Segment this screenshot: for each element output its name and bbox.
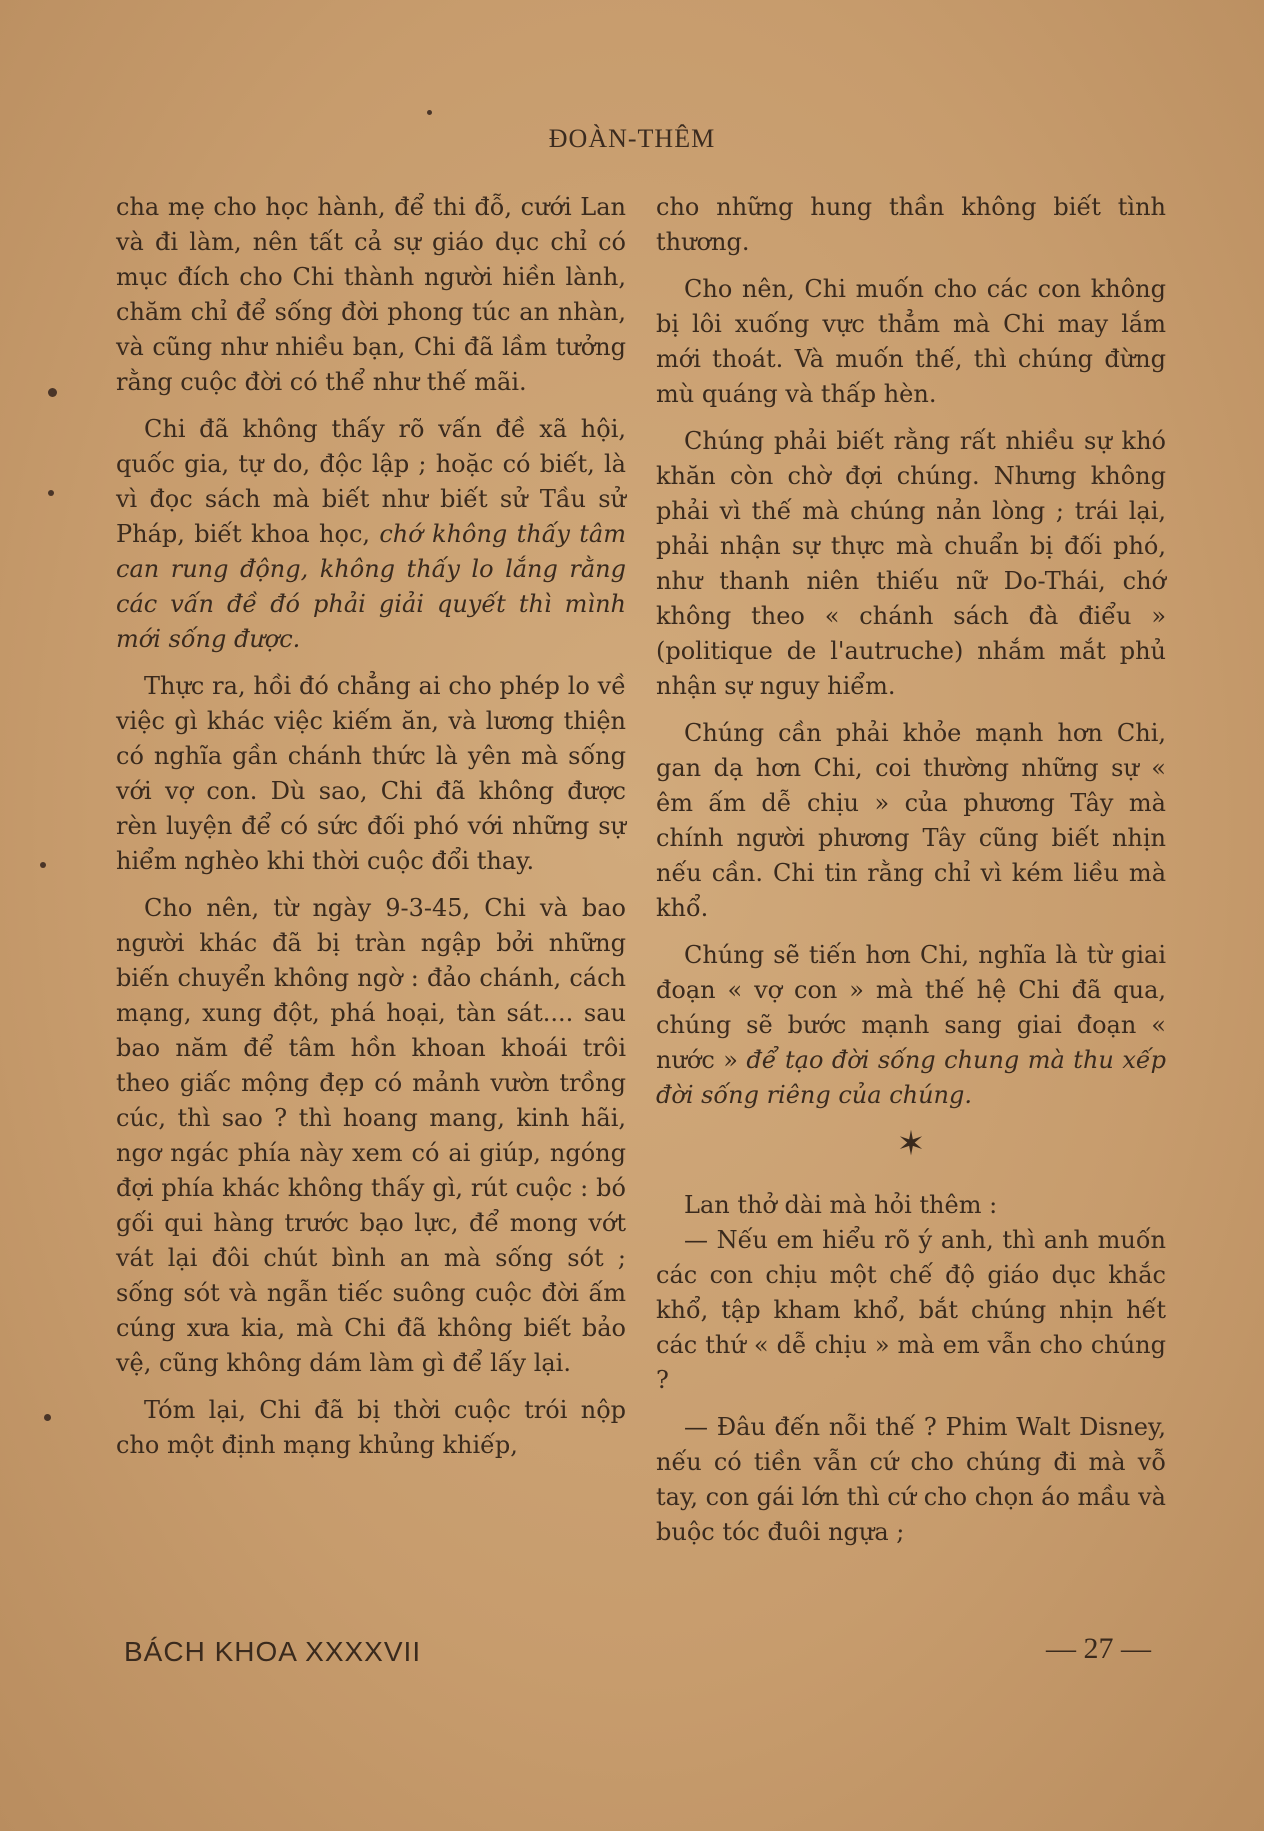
paragraph: cho những hung thần không biết tình thương.	[656, 193, 1166, 256]
paragraph	[656, 938, 1166, 1113]
dialogue-paragraph: — Nếu em hiểu rõ ý anh, thì anh muốn các con chịu một chế độ giáo dục khắc khổ, tập kham khổ, bắt chúng nhịn hết các thứ « dễ chịu » mà em vẫn cho chúng ?	[656, 1226, 1166, 1394]
paragraph: Tóm lại, Chi đã bị thời cuộc trói nộp cho một định mạng khủng khiếp,	[116, 1396, 626, 1459]
paragraph-text: Chi đã không thấy rõ vấn đề xã hội, quốc gia, tự do, độc lập ; hoặc có biết, là vì đọc sách mà biết như biết sử Tầu sử Pháp, biết khoa học,	[116, 415, 626, 548]
italic-text: chớ không thấy tâm can rung động, không thấy lo lắng rằng các vấn đề đó phải giải quyết thì mình mới sống được.	[116, 520, 626, 653]
left-column	[116, 190, 626, 1475]
paragraph	[116, 412, 626, 657]
paragraph: Thực ra, hồi đó chẳng ai cho phép lo về việc gì khác việc kiếm ăn, và lương thiện có nghĩa gần chánh thức là yên mà sống với vợ con. Dù sao, Chi đã không được rèn luyện để có sức đối phó với những sự hiểm nghèo khi thời cuộc đổi thay.	[116, 672, 626, 875]
running-header: ĐOÀN-THÊM	[548, 124, 716, 153]
magazine-footer: BÁCH KHOA XXXXVII	[124, 1636, 422, 1667]
right-column	[656, 190, 1166, 1562]
binding-hole-speck	[40, 862, 46, 868]
section-separator-star-icon: ✶	[896, 1124, 926, 1164]
paragraph-text: Chúng sẽ tiến hơn Chi, nghĩa là từ giai đoạn « vợ con » mà thế hệ Chi đã qua, chúng sẽ bước mạnh sang giai đoạn « nước »	[656, 941, 1166, 1074]
paragraph: Cho nên, từ ngày 9-3-45, Chi và bao người khác đã bị tràn ngập bởi những biến chuyển không ngờ : đảo chánh, cách mạng, xung đột, phá hoại, tàn sát.... sau bao năm để tâm hồn khoan khoái trôi theo giấc mộng đẹp có mảnh vườn trồng cúc, thì sao ? thì hoang mang, kinh hãi, ngơ ngác phía này xem có ai giúp, ngóng đợi phía khác không thấy gì, rút cuộc : bó gối qui hàng trước bạo lực, để mong vớt vát lại đôi chút bình an mà sống sót ; sống sót và ngẫn tiếc suông cuộc đời ấm cúng xưa kia, mà Chi đã không biết bảo vệ, cũng không dám làm gì để lấy lại.	[116, 894, 626, 1377]
binding-hole-speck	[44, 1414, 51, 1421]
binding-hole-speck	[48, 388, 57, 397]
paragraph: Lan thở dài mà hỏi thêm :	[684, 1191, 998, 1219]
paragraph: cha mẹ cho học hành, để thi đỗ, cưới Lan và đi làm, nên tất cả sự giáo dục chỉ có mục đích cho Chi thành người hiền lành, chăm chỉ để sống đời phong túc an nhàn, và cũng như nhiều bạn, Chi đã lầm tưởng rằng cuộc đời có thể như thế mãi.	[116, 193, 626, 396]
paragraph: Chúng phải biết rằng rất nhiều sự khó khăn còn chờ đợi chúng. Nhưng không phải vì thế mà chúng nản lòng ; trái lại, phải nhận sự thực mà chuẩn bị đối phó, như thanh niên thiếu nữ Do-Thái, chớ không theo « chánh sách đà điểu » (politique de l'autruche) nhắm mắt phủ nhận sự nguy hiểm.	[656, 427, 1166, 700]
ink-speck	[427, 110, 432, 115]
italic-text: để tạo đời sống chung mà thu xếp đời sống riêng của chúng.	[656, 1046, 1166, 1109]
dialogue-paragraph: — Đâu đến nỗi thế ? Phim Walt Disney, nếu có tiền vẫn cứ cho chúng đi mà vỗ tay, con gái lớn thì cứ cho chọn áo mầu và buộc tóc đuôi ngựa ;	[656, 1413, 1166, 1546]
page-number: — 27 —	[1046, 1632, 1151, 1665]
binding-hole-speck	[48, 490, 54, 496]
paragraph: Cho nên, Chi muốn cho các con không bị lôi xuống vực thẳm mà Chi may lắm mới thoát. Và muốn thế, thì chúng đừng mù quáng và thấp hèn.	[656, 275, 1166, 408]
paragraph: Chúng cần phải khỏe mạnh hơn Chi, gan dạ hơn Chi, coi thường những sự « êm ấm dễ chịu » của phương Tây mà chính người phương Tây cũng biết nhịn nếu cần. Chi tin rằng chỉ vì kém liều mà khổ.	[656, 719, 1166, 922]
